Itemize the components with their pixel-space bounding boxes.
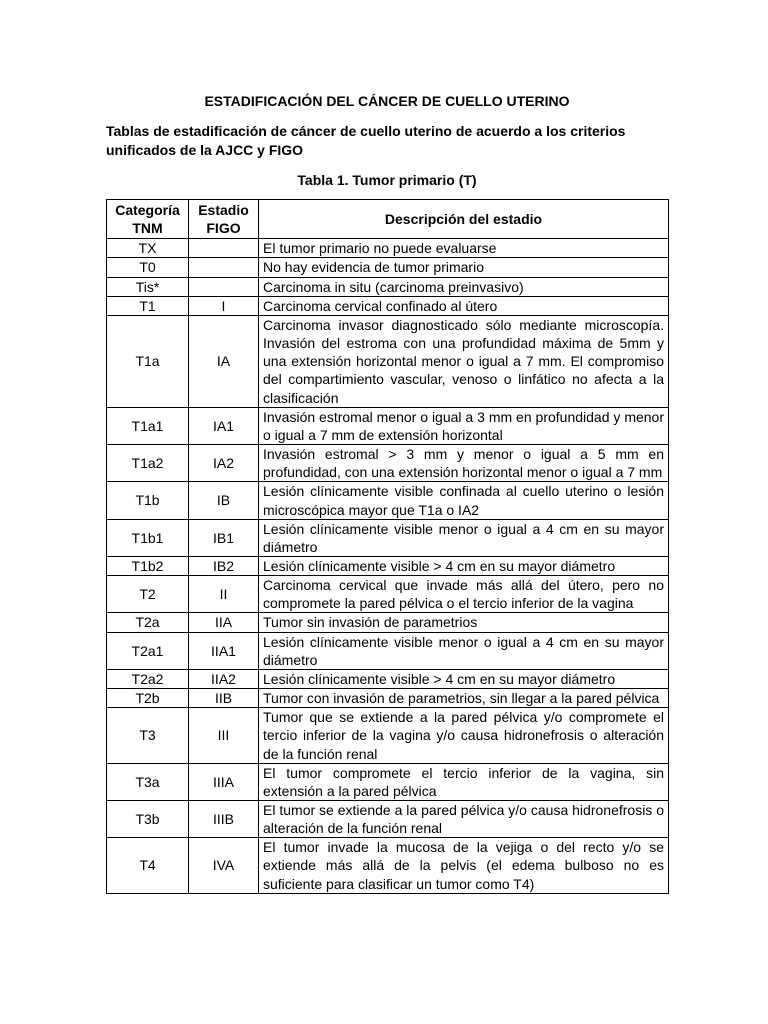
cell-stage-description: Lesión clínicamente visible menor o igual a 4 cm en su mayor diámetro — [259, 632, 669, 669]
cell-figo-stage: I — [189, 296, 259, 315]
cell-figo-stage: II — [189, 576, 259, 613]
cell-figo-stage: III — [189, 708, 259, 763]
table-row — [107, 482, 669, 519]
cell-tnm-category: T0 — [107, 258, 189, 277]
document-subtitle: Tablas de estadificación de cáncer de cuello uterino de acuerdo a los criterios unificados de la AJCC y FIGO — [106, 123, 626, 158]
cell-figo-stage: IIB — [189, 689, 259, 708]
cell-figo-stage: IIIA — [189, 763, 259, 800]
cell-tnm-category: Tis* — [107, 277, 189, 296]
cell-figo-stage — [189, 277, 259, 296]
cell-stage-description: Lesión clínicamente visible confinada al cuello uterino o lesión microscópica mayor que T1a o IA2 — [259, 482, 669, 519]
cell-tnm-category: T3a — [107, 763, 189, 800]
cell-stage-description: No hay evidencia de tumor primario — [259, 258, 669, 277]
table-row — [107, 315, 669, 407]
cell-stage-description: Lesión clínicamente visible > 4 cm en su mayor diámetro — [259, 669, 669, 688]
table-row — [107, 258, 669, 277]
cell-figo-stage: IVA — [189, 838, 259, 893]
header-tnm-category: Categoría TNM — [107, 200, 189, 239]
table-row — [107, 576, 669, 613]
table-row — [107, 556, 669, 575]
cell-stage-description: Carcinoma cervical que invade más allá del útero, pero no compromete la pared pélvica o el tercio inferior de la vagina — [259, 576, 669, 613]
table-row — [107, 689, 669, 708]
cell-tnm-category: T3 — [107, 708, 189, 763]
cell-figo-stage: IB1 — [189, 519, 259, 556]
header-stage-description: Descripción del estadio — [259, 200, 669, 239]
table-row — [107, 838, 669, 893]
table-row — [107, 445, 669, 482]
cell-tnm-category: T1 — [107, 296, 189, 315]
cell-stage-description: Lesión clínicamente visible > 4 cm en su mayor diámetro — [259, 556, 669, 575]
document-title: ESTADIFICACIÓN DEL CÁNCER DE CUELLO UTERINO — [204, 93, 570, 109]
cell-figo-stage: IA2 — [189, 445, 259, 482]
cell-stage-description: El tumor primario no puede evaluarse — [259, 239, 669, 258]
cell-stage-description: Carcinoma cervical confinado al útero — [259, 296, 669, 315]
cell-figo-stage: IA — [189, 315, 259, 407]
table-row — [107, 239, 669, 258]
table-row — [107, 763, 669, 800]
cell-figo-stage: IB2 — [189, 556, 259, 575]
table-row — [107, 669, 669, 688]
table-row — [107, 613, 669, 632]
cell-stage-description: Carcinoma invasor diagnosticado sólo mediante microscopía. Invasión del estroma con una profundidad máxima de 5mm y una extensión horizontal menor o igual a 7 mm. El compromiso del compartimiento vascular, venoso o linfático no afecta a la clasificación — [259, 315, 669, 407]
cell-tnm-category: T1a — [107, 315, 189, 407]
cell-stage-description: Tumor que se extiende a la pared pélvica y/o compromete el tercio inferior de la vagina y/o causa hidronefrosis o alteración de la función renal — [259, 708, 669, 763]
cell-tnm-category: TX — [107, 239, 189, 258]
cell-tnm-category: T2a1 — [107, 632, 189, 669]
header-figo-stage: Estadio FIGO — [189, 200, 259, 239]
cell-stage-description: El tumor compromete el tercio inferior de la vagina, sin extensión a la pared pélvica — [259, 763, 669, 800]
cell-tnm-category: T3b — [107, 801, 189, 838]
cell-stage-description: Tumor sin invasión de parametrios — [259, 613, 669, 632]
cell-figo-stage: IB — [189, 482, 259, 519]
cell-stage-description: Carcinoma in situ (carcinoma preinvasivo) — [259, 277, 669, 296]
cell-stage-description: El tumor se extiende a la pared pélvica y/o causa hidronefrosis o alteración de la función renal — [259, 801, 669, 838]
table-row — [107, 277, 669, 296]
cell-tnm-category: T2b — [107, 689, 189, 708]
cell-stage-description: Invasión estromal menor o igual a 3 mm en profundidad y menor o igual a 7 mm de extensión horizontal — [259, 407, 669, 444]
cell-tnm-category: T2a — [107, 613, 189, 632]
table-row — [107, 407, 669, 444]
table-row — [107, 708, 669, 763]
cell-tnm-category: T1b1 — [107, 519, 189, 556]
cell-tnm-category: T1b — [107, 482, 189, 519]
staging-table — [106, 199, 669, 894]
table-row — [107, 801, 669, 838]
table-row — [107, 296, 669, 315]
table-row — [107, 519, 669, 556]
cell-stage-description: Tumor con invasión de parametrios, sin llegar a la pared pélvica — [259, 689, 669, 708]
table-caption: Tabla 1. Tumor primario (T) — [297, 172, 477, 188]
cell-stage-description: El tumor invade la mucosa de la vejiga o del recto y/o se extiende más allá de la pelvis (el edema bulboso no es suficiente para clasificar un tumor como T4) — [259, 838, 669, 893]
table-row — [107, 632, 669, 669]
cell-figo-stage — [189, 258, 259, 277]
cell-figo-stage: IIA1 — [189, 632, 259, 669]
cell-tnm-category: T1b2 — [107, 556, 189, 575]
cell-stage-description: Lesión clínicamente visible menor o igual a 4 cm en su mayor diámetro — [259, 519, 669, 556]
cell-tnm-category: T2 — [107, 576, 189, 613]
cell-figo-stage: IIA2 — [189, 669, 259, 688]
cell-tnm-category: T1a2 — [107, 445, 189, 482]
cell-figo-stage: IIA — [189, 613, 259, 632]
cell-tnm-category: T2a2 — [107, 669, 189, 688]
cell-tnm-category: T1a1 — [107, 407, 189, 444]
table-header-row — [107, 200, 669, 239]
cell-figo-stage — [189, 239, 259, 258]
cell-figo-stage: IIIB — [189, 801, 259, 838]
cell-tnm-category: T4 — [107, 838, 189, 893]
cell-stage-description: Invasión estromal > 3 mm y menor o igual a 5 mm en profundidad, con una extensión horizontal menor o igual a 7 mm — [259, 445, 669, 482]
cell-figo-stage: IA1 — [189, 407, 259, 444]
